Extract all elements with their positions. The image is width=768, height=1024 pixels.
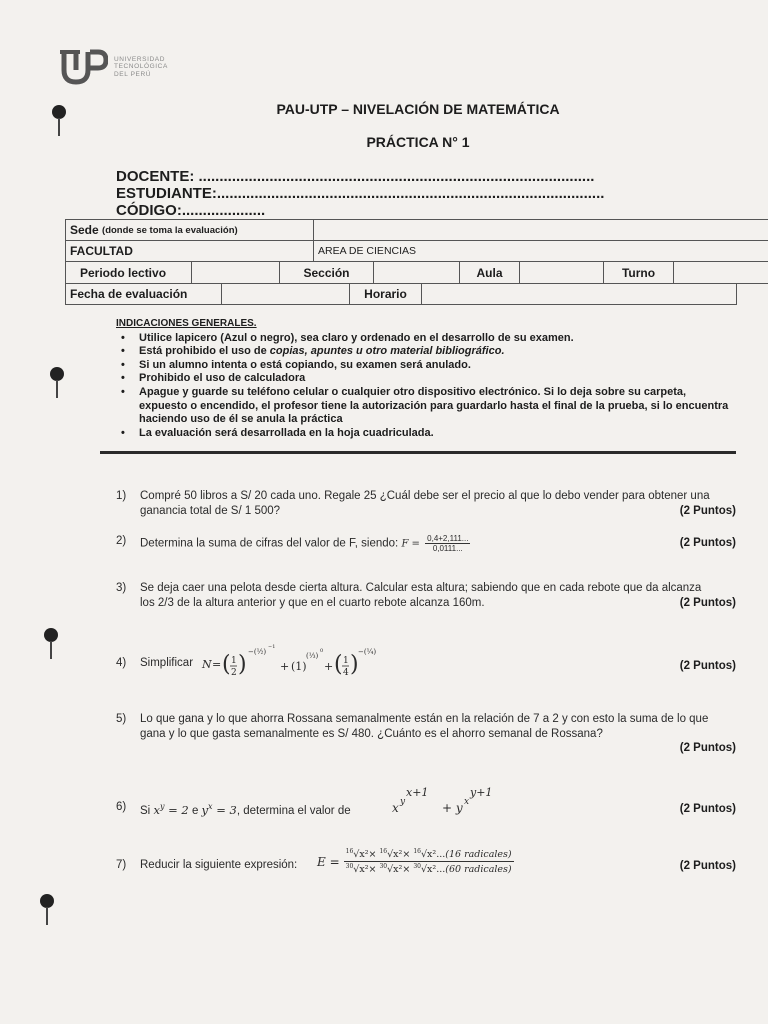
- simplify-formula: [200, 640, 380, 686]
- section-divider: [100, 451, 736, 454]
- fraction-numerator: $^{16}$√x²× $^{16}$√x²× $^{16}$√x²...(16 radicales): [345, 848, 512, 861]
- svg-text:y+1: y+1: [470, 786, 493, 799]
- instructions-list: [116, 332, 736, 441]
- page-subtitle: PRÁCTICA N° 1: [366, 134, 470, 150]
- form-row-sede: [65, 219, 768, 241]
- seccion-field[interactable]: [374, 262, 460, 283]
- question-points: (2 Puntos): [679, 803, 736, 815]
- question-points: (2 Puntos): [679, 660, 736, 672]
- question-text: Reducir la siguiente expresión:: [140, 859, 298, 871]
- question-points: (2 Puntos): [679, 742, 736, 754]
- instructions-title: INDICACIONES GENERALES.: [116, 318, 257, 329]
- form-row-facultad: [65, 240, 768, 262]
- facultad-value: AREA DE CIENCIAS: [318, 245, 417, 257]
- question-1: [116, 489, 718, 518]
- horario-field[interactable]: [422, 284, 736, 304]
- fecha-label: Fecha de evaluación: [66, 284, 222, 304]
- question-points: (2 Puntos): [679, 597, 736, 609]
- svg-text:−(½): −(½): [248, 648, 267, 656]
- question-text: e: [191, 804, 199, 817]
- question-text: Simplificar: [140, 657, 194, 669]
- sede-field[interactable]: [314, 220, 768, 240]
- utp-logo-icon: [60, 46, 108, 88]
- periodo-field[interactable]: [192, 262, 280, 283]
- binder-hole-icon: [38, 893, 56, 929]
- question-number: 2): [116, 535, 127, 547]
- list-item: • Prohibido el uso de calculadora: [139, 372, 736, 386]
- formula-fraction: [425, 534, 470, 553]
- svg-text:x: x: [392, 801, 399, 815]
- formula-y-pow-x: $y^x = 3$: [201, 802, 237, 817]
- question-text: Compré 50 libros a S/ 20 cada uno. Regale 25 ¿Cuál debe ser el precio al que lo debo vender para obtener una ganancia total de S/ 1 500?: [140, 490, 710, 517]
- list-item: • La evaluación será desarrollada en la hoja cuadriculada.: [139, 427, 736, 441]
- sede-label: Sede (donde se toma la evaluación): [66, 220, 314, 240]
- svg-text:4: 4: [343, 668, 349, 678]
- fraction-denominator: $^{30}$√x²× $^{30}$√x²× $^{30}$√x²...(60 radicales): [345, 863, 512, 876]
- question-number: 3): [116, 582, 127, 594]
- turno-label: Turno: [604, 262, 674, 283]
- university-logo: [60, 46, 168, 88]
- list-item: • Está prohibido el uso de copias, apuntes u otro material bibliográfico.: [139, 345, 736, 359]
- svg-text:x+1: x+1: [406, 786, 429, 799]
- question-text: Lo que gana y lo que ahorra Rossana semanalmente están en la relación de 7 a 2 y con esto la suma de lo que gana y lo que gasta semanalmente es S/ 480. ¿Cuánto es el ahorro semanal de Rossana?: [140, 713, 709, 740]
- aula-label: Aula: [460, 262, 520, 283]
- logo-line: DEL PERÚ: [114, 70, 152, 78]
- svg-text:y: y: [400, 797, 406, 807]
- svg-text:+: +: [324, 660, 334, 673]
- svg-text:−1: −1: [268, 644, 276, 650]
- fraction-denominator: 0,0111...: [432, 544, 463, 553]
- list-item: • Apague y guarde su teléfono celular o cualquier otro dispositivo electrónico. Si lo deja sobre su carpeta, expuesto o encendido, el profesor tiene la autorización para guardarlo hasta el final de la prueba, si lo encuentra haciendo uso de él se anula la práctica: [139, 386, 736, 427]
- svg-text:0: 0: [320, 648, 324, 654]
- question-text: , determina el valor de: [236, 804, 351, 817]
- binder-hole-icon: [42, 627, 60, 663]
- question-text: Si: [140, 804, 151, 817]
- form-row-fecha: [65, 283, 737, 305]
- periodo-label: Periodo lectivo: [66, 262, 192, 283]
- instructions: [116, 317, 736, 440]
- list-item: • Utilice lapicero (Azul o negro), sea claro y ordenado en el desarrollo de su examen.: [139, 332, 736, 346]
- seccion-label: Sección: [280, 262, 374, 283]
- logo-line: UNIVERSIDAD: [114, 55, 166, 63]
- question-points: (2 Puntos): [679, 505, 736, 517]
- svg-text:1: 1: [343, 656, 349, 666]
- radical-formula: [317, 848, 514, 875]
- aula-field[interactable]: [520, 262, 604, 283]
- question-2: [116, 534, 718, 553]
- form-row-periodo: [65, 261, 768, 284]
- formula-x-pow-y: $x^y = 2$: [153, 802, 189, 817]
- facultad-label: FACULTAD: [66, 241, 314, 261]
- svg-text:N: N: [202, 658, 212, 671]
- question-points: (2 Puntos): [679, 860, 736, 872]
- svg-text:): ): [238, 652, 247, 677]
- svg-text:−(¼): −(¼): [358, 648, 377, 656]
- question-text: Se deja caer una pelota desde cierta altura. Calcular esta altura; sabiendo que en cada rebote que da alcanza los 2/3 de la altura anterior y que en el cuarto rebote alcanza 160m.: [140, 582, 702, 609]
- svg-text:): ): [350, 652, 359, 677]
- question-number: 4): [116, 657, 127, 669]
- list-item: • Si un alumno intenta o está copiando, su examen será anulado.: [139, 359, 736, 373]
- svg-text:x: x: [464, 797, 470, 807]
- fraction-numerator: 0,4+2,111...: [427, 534, 469, 543]
- svg-text:(: (: [334, 652, 343, 677]
- formula-lhs: E =: [317, 854, 340, 869]
- svg-text:(: (: [222, 652, 231, 677]
- formula-fraction: [344, 848, 514, 875]
- svg-text:+ y: + y: [442, 801, 463, 815]
- question-number: 6): [116, 801, 127, 813]
- svg-text:1: 1: [231, 656, 237, 666]
- svg-text:=: =: [212, 658, 222, 671]
- question-3: [116, 581, 718, 610]
- question-number: 1): [116, 490, 127, 502]
- docente-line: DOCENTE: ...............................................................................................: [116, 168, 595, 185]
- power-tower-formula: [390, 784, 510, 818]
- svg-text:+: +: [280, 660, 290, 673]
- page-title: PAU-UTP – NIVELACIÓN DE MATEMÁTICA: [276, 101, 560, 117]
- question-text: Determina la suma de cifras del valor de F, siendo:: [140, 537, 399, 550]
- logo-text: [114, 56, 168, 79]
- question-points: (2 Puntos): [679, 537, 736, 549]
- binder-hole-icon: [48, 366, 66, 402]
- codigo-line: CÓDIGO:....................: [116, 202, 266, 219]
- svg-text:(1): (1): [291, 660, 307, 673]
- question-number: 5): [116, 713, 127, 725]
- question-5: [116, 712, 718, 741]
- estudiante-line: ESTUDIANTE:.............................................................................................: [116, 185, 605, 202]
- svg-text:2: 2: [231, 668, 237, 678]
- formula-lhs: F =: [401, 538, 420, 550]
- turno-field[interactable]: [674, 262, 768, 283]
- identification-block: [116, 168, 604, 219]
- svg-text:(⅓): (⅓): [306, 652, 319, 660]
- question-number: 7): [116, 859, 127, 871]
- fecha-field[interactable]: [222, 284, 350, 304]
- logo-line: TECNOLÓGICA: [114, 63, 168, 71]
- horario-label: Horario: [350, 284, 422, 304]
